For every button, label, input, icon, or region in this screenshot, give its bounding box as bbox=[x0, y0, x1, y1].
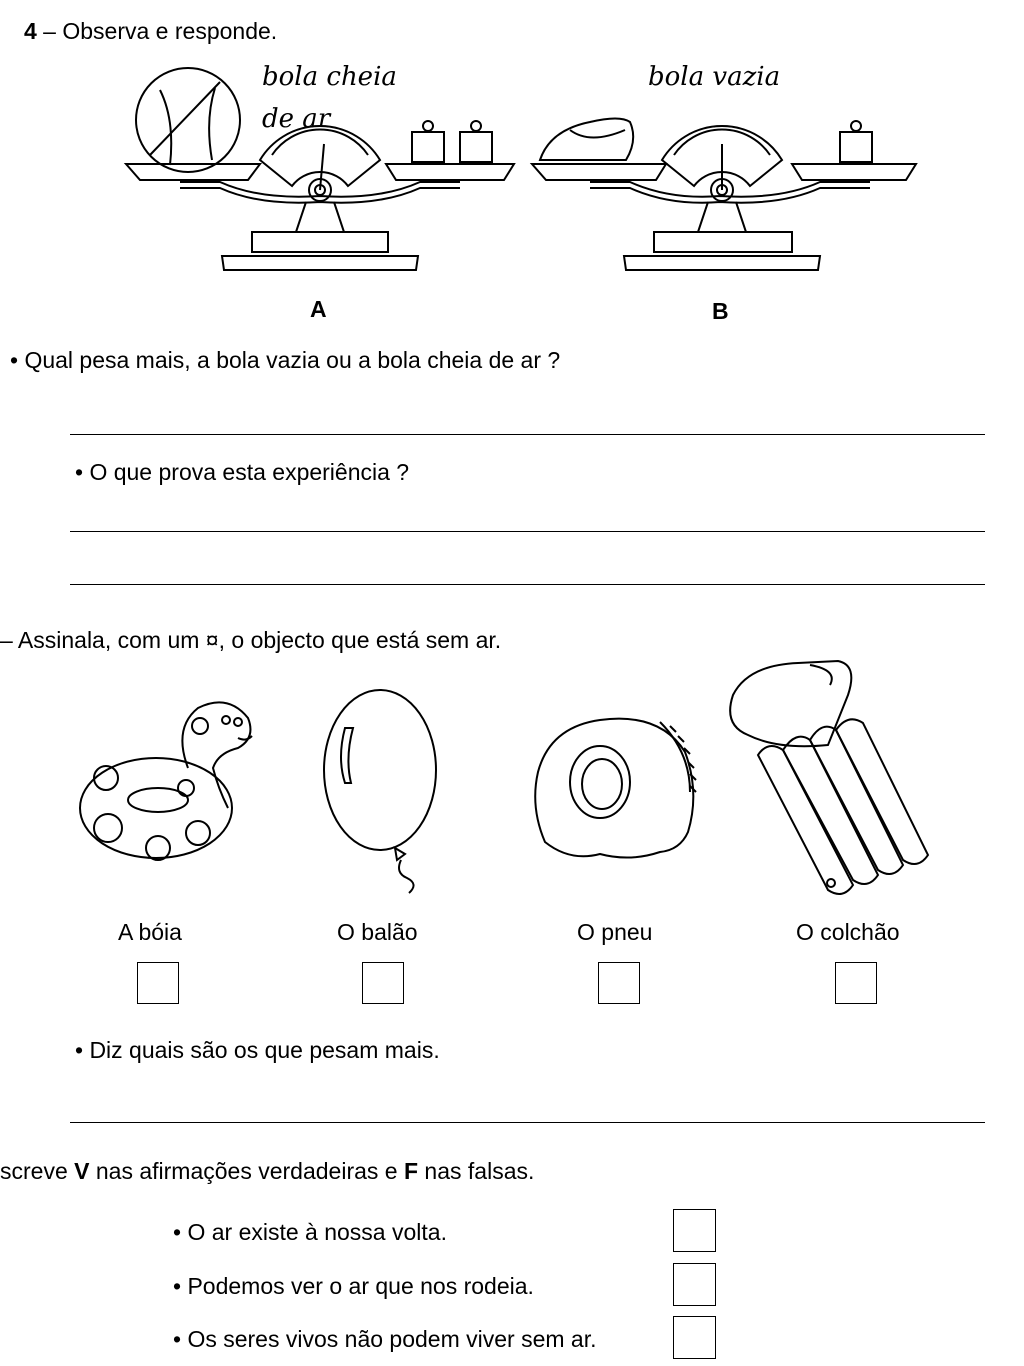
question-experiment-proof: • O que prova esta experiência ? bbox=[75, 459, 410, 485]
full-ball-icon bbox=[136, 68, 240, 172]
answer-line-2[interactable] bbox=[70, 531, 985, 532]
tf-box-1[interactable] bbox=[673, 1209, 716, 1252]
exercise-6-instruction bbox=[0, 1157, 534, 1185]
tf-box-3[interactable] bbox=[673, 1316, 716, 1359]
exercise-5-instruction: – Assinala, com um ¤, o objecto que está sem ar. bbox=[0, 627, 502, 653]
exercise-4-instruction: – Observa e responde. bbox=[36, 18, 278, 44]
swim-ring-snake-icon bbox=[78, 698, 263, 863]
tf-box-2[interactable] bbox=[673, 1263, 716, 1306]
exercise-4-title bbox=[24, 17, 277, 45]
instruction-part-1: screve bbox=[0, 1158, 75, 1184]
object-label-balloon: O balão bbox=[337, 919, 418, 945]
label-empty-ball: bola vazia bbox=[648, 62, 781, 92]
air-mattress-icon bbox=[718, 655, 948, 900]
empty-ball-icon bbox=[540, 119, 633, 161]
instruction-part-2: nas afirmações verdadeiras e bbox=[89, 1158, 404, 1184]
question-heavier-ball: • Qual pesa mais, a bola vazia ou a bola cheia de ar ? bbox=[10, 347, 561, 373]
checkbox-swim-ring[interactable] bbox=[137, 962, 179, 1004]
object-label-swim-ring: A bóia bbox=[118, 919, 182, 945]
object-label-tyre: O pneu bbox=[577, 919, 653, 945]
instruction-part-3: nas falsas. bbox=[418, 1158, 535, 1184]
statement-1: • O ar existe à nossa volta. bbox=[173, 1219, 447, 1245]
statement-3: • Os seres vivos não podem viver sem ar. bbox=[173, 1326, 597, 1352]
checkbox-mattress[interactable] bbox=[835, 962, 877, 1004]
scale-b-illustration bbox=[530, 60, 930, 280]
answer-line-3[interactable] bbox=[70, 584, 985, 585]
checkbox-tyre[interactable] bbox=[598, 962, 640, 1004]
label-full-ball: bola cheia bbox=[262, 62, 397, 92]
flat-tyre-icon bbox=[530, 712, 700, 862]
scale-b-label: B bbox=[712, 298, 729, 324]
object-label-mattress: O colchão bbox=[796, 919, 900, 945]
answer-line-4[interactable] bbox=[70, 1122, 985, 1123]
label-full-ball-2: de ar bbox=[262, 104, 331, 134]
scale-a-illustration bbox=[120, 60, 520, 280]
false-letter: F bbox=[403, 1158, 419, 1184]
statement-2: • Podemos ver o ar que nos rodeia. bbox=[173, 1273, 534, 1299]
true-letter: V bbox=[74, 1158, 90, 1184]
question-heavier-objects: • Diz quais são os que pesam mais. bbox=[75, 1037, 440, 1063]
answer-line-1[interactable] bbox=[70, 434, 985, 435]
scale-a-label: A bbox=[310, 296, 327, 322]
checkbox-balloon[interactable] bbox=[362, 962, 404, 1004]
exercise-number: 4 bbox=[24, 18, 37, 44]
balloon-icon bbox=[315, 688, 445, 898]
